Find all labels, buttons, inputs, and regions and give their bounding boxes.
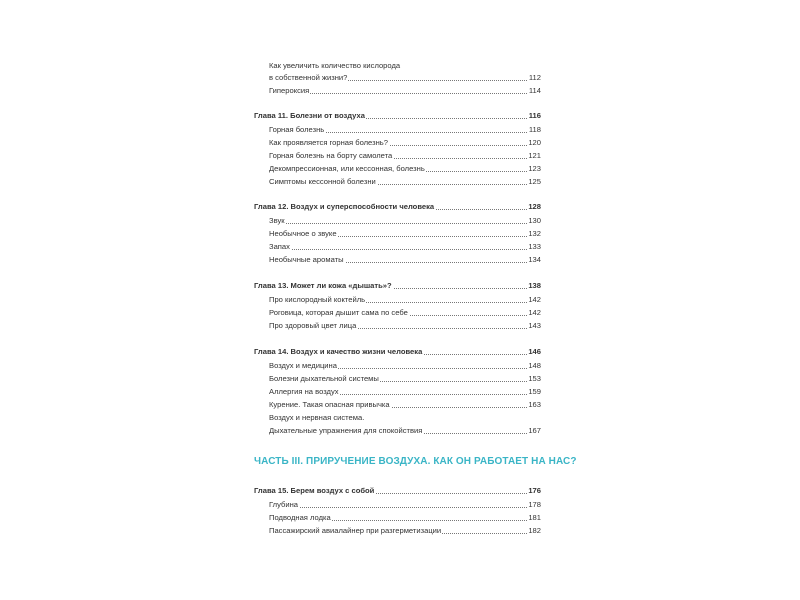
toc-entry-label: Необычные ароматы	[269, 255, 344, 264]
toc-chapter-15[interactable]	[254, 485, 541, 496]
toc-entry-page: 181	[528, 513, 541, 522]
toc-entry-label: Воздух и медицина	[269, 361, 337, 370]
chapter-title: Глава 12. Воздух и суперспособности человека	[254, 202, 435, 211]
toc-entry-page: 159	[528, 387, 541, 396]
toc-entry[interactable]	[269, 307, 541, 318]
toc-entry[interactable]	[269, 124, 541, 135]
leader-dots	[269, 223, 541, 224]
toc-entry[interactable]	[269, 294, 541, 305]
toc-entry-page: 132	[528, 229, 541, 238]
toc-entry-page: 182	[528, 526, 541, 535]
toc-entry-label: Роговица, которая дышит сама по себе	[269, 308, 408, 317]
toc-entry-page: 143	[528, 321, 541, 330]
toc-entry-label: Как проявляется горная болезнь?	[269, 138, 388, 147]
toc-entry-page: 167	[528, 426, 541, 435]
toc-entry-page: 123	[528, 164, 541, 173]
toc-chapter-14[interactable]	[254, 346, 541, 357]
toc-entry-label: Горная болезнь	[269, 125, 325, 134]
toc-entry-page: 114	[528, 86, 541, 95]
toc-entry-label: Декомпрессионная, или кессонная, болезнь	[269, 164, 425, 173]
toc-chapter-11[interactable]	[254, 110, 541, 121]
toc-entry-page: 121	[528, 151, 541, 160]
toc-text-line	[269, 60, 541, 71]
chapter-title: Глава 13. Может ли кожа «дышать»?	[254, 281, 392, 290]
part-heading[interactable]: ЧАСТЬ III. ПРИРУЧЕНИЕ ВОЗДУХА. КАК ОН РАБОТАЕТ НА НАС?	[254, 456, 577, 467]
toc-entry[interactable]	[269, 386, 541, 397]
toc-entry[interactable]	[269, 228, 541, 239]
chapter-page: 146	[528, 347, 541, 356]
toc-entry-label: Глубина	[269, 500, 299, 509]
toc-entry-label: Звук	[269, 216, 285, 225]
toc-entry-label: Запах	[269, 242, 290, 251]
toc-chapter-13[interactable]	[254, 280, 541, 291]
toc-entry-label: Про кислородный коктейль	[269, 295, 366, 304]
toc-entry[interactable]	[269, 525, 541, 536]
toc-entry[interactable]	[269, 137, 541, 148]
toc-entry[interactable]	[269, 176, 541, 187]
toc-entry[interactable]	[269, 373, 541, 384]
toc-entry-page: 148	[528, 361, 541, 370]
leader-dots	[269, 249, 541, 250]
toc-entry-page: 130	[528, 216, 541, 225]
toc-entry-label: Горная болезнь на борту самолета	[269, 151, 393, 160]
toc-entry[interactable]	[269, 254, 541, 265]
toc-entry-label: Воздух и нервная система.	[269, 413, 365, 422]
toc-entry-label: Болезни дыхательной системы	[269, 374, 379, 383]
toc-entry[interactable]	[269, 320, 541, 331]
toc-entry-page: 142	[528, 295, 541, 304]
toc-entry-label: Как увеличить количество кислорода	[269, 61, 401, 70]
chapter-page: 176	[528, 486, 541, 495]
toc-entry[interactable]	[269, 163, 541, 174]
toc-entry-page: 118	[528, 125, 541, 134]
toc-entry-page: 133	[528, 242, 541, 251]
toc-entry-page: 163	[528, 400, 541, 409]
toc-entry[interactable]	[269, 425, 541, 436]
toc-entry-label: Пассажирский авиалайнер при разгерметизации	[269, 526, 442, 535]
chapter-title: Глава 14. Воздух и качество жизни человека	[254, 347, 423, 356]
toc-chapter-12[interactable]	[254, 201, 541, 212]
toc-entry[interactable]	[269, 215, 541, 226]
toc-entry[interactable]	[269, 512, 541, 523]
toc-entry-label: Гипероксия	[269, 86, 310, 95]
toc-entry-label: Подводная лодка	[269, 513, 331, 522]
toc-entry-page: 125	[528, 177, 541, 186]
chapter-page: 116	[528, 111, 541, 120]
toc-entry-page: 134	[528, 255, 541, 264]
toc-entry-label: в собственной жизни?	[269, 73, 348, 82]
chapter-title: Глава 11. Болезни от воздуха	[254, 111, 365, 120]
toc-entry[interactable]	[269, 72, 541, 83]
toc-entry[interactable]	[269, 499, 541, 510]
toc-entry[interactable]	[269, 399, 541, 410]
chapter-title: Глава 15. Берем воздух с собой	[254, 486, 375, 495]
toc-entry-label: Курение. Такая опасная привычка	[269, 400, 390, 409]
leader-dots	[269, 507, 541, 508]
toc-entry[interactable]	[269, 85, 541, 96]
toc-entry-page: 178	[528, 500, 541, 509]
toc-entry-label: Про здоровый цвет лица	[269, 321, 357, 330]
toc-entry-page: 153	[528, 374, 541, 383]
toc-entry-page: 120	[528, 138, 541, 147]
chapter-page: 138	[528, 281, 541, 290]
toc-entry-page: 112	[528, 73, 541, 82]
toc-entry-label: Симптомы кессонной болезни	[269, 177, 376, 186]
toc-entry-label: Необычное о звуке	[269, 229, 337, 238]
toc-entry-label: Аллергия на воздух	[269, 387, 339, 396]
chapter-page: 128	[528, 202, 541, 211]
toc-entry-label: Дыхательные упражнения для спокойствия	[269, 426, 423, 435]
toc-entry[interactable]	[269, 360, 541, 371]
toc-entry[interactable]	[269, 150, 541, 161]
toc-text-line	[269, 412, 541, 423]
toc-entry[interactable]	[269, 241, 541, 252]
toc-entry-page: 142	[528, 308, 541, 317]
